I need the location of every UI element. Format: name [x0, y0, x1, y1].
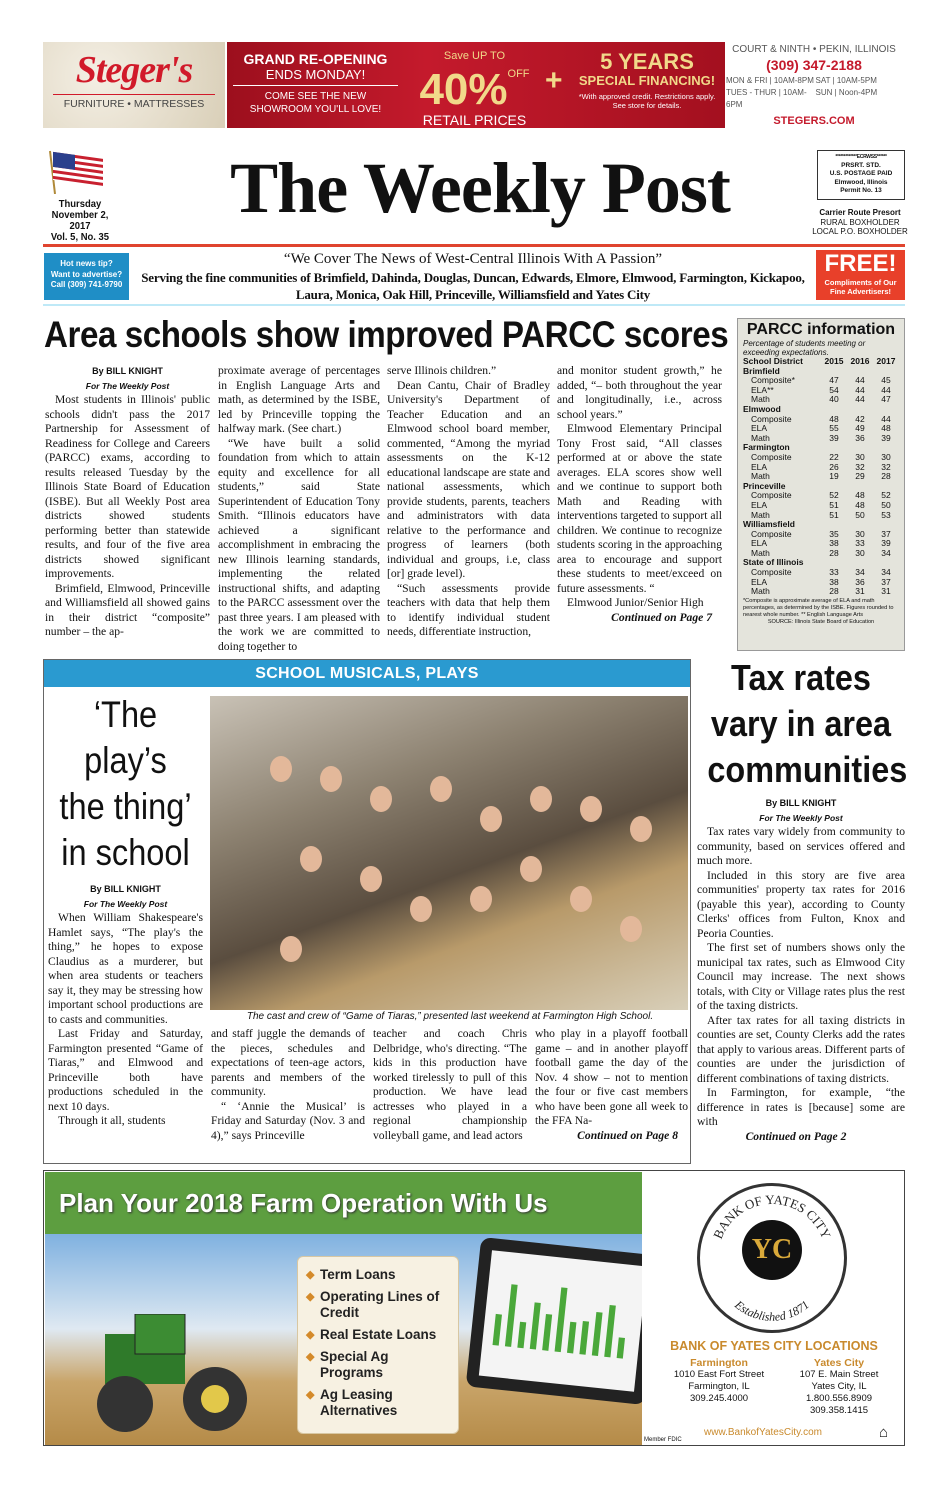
postage-indicia [817, 150, 905, 200]
paragraph: Brimfield, Elmwood, Princeville and Williamsfield all showed gains in their district “composite” number – the ap- [45, 581, 210, 638]
paragraph: The first set of numbers shows only the municipal tax rates, such as Elmwood City Council may increase. The next shows totals, with City or Village rates plus the rest of the taxing districts. [697, 941, 905, 1012]
parcc-box-title: PARCC information [746, 321, 896, 338]
tractor-image [65, 1314, 265, 1434]
score-cell: 37 [881, 528, 891, 539]
column-header: 2016 [850, 356, 870, 366]
svg-text:Established 1871 [731, 1297, 811, 1324]
bank-info [644, 1171, 904, 1447]
member-fdic: Member FDIC [644, 1437, 682, 1443]
paragraph: Elmwood Elementary Principal Tony Frost said, “All classes performed at or above the state averages. ELA scores show well and we continue to support both Math and Reading with interventions targeted to support all children. We continue to recognize students scoring in the approaching area to encourage and support these students to meet/exceed on future assessments. “ [557, 422, 722, 595]
postal-line: U.S. POSTAGE PAID [829, 170, 893, 177]
paragraph: When William Shakespeare's Hamlet says, “The play's the thing,” he hopes to expose Claudius as a murderer, but when area students or teachers say it, they may be stressing how important school productions are to casts and communities. [48, 911, 203, 1026]
subject-cell: ELA** [751, 384, 774, 395]
branch-farmington [664, 1357, 774, 1405]
score-cell: 31 [855, 586, 865, 597]
locations-title: BANK OF YATES CITY LOCATIONS [670, 1339, 878, 1353]
issue-volume: Vol. 5, No. 35 [50, 231, 110, 243]
local-boxholder: LOCAL P.O. BOXHOLDER [812, 227, 908, 236]
store-address: COURT & NINTH • PEKIN, ILLINOIS [732, 44, 896, 55]
sale-banner [227, 42, 725, 128]
rural-boxholder: RURAL BOXHOLDER [820, 217, 900, 227]
paragraph: In Farmington, for example, “the difference in rates is [because] some are with [697, 1086, 905, 1128]
score-cell: 52 [829, 490, 839, 501]
branch-name: Farmington [690, 1357, 748, 1369]
paragraph: Tax rates vary widely from community to community, based on services offered and much more. [697, 825, 905, 867]
branch-phone: 1.800.556.8909 [805, 1393, 873, 1404]
parcc-headline: Area schools show improved PARCC scores [44, 314, 729, 355]
district-name: Elmwood [743, 403, 781, 414]
service-item: ◆ Ag Leasing Alternatives [306, 1387, 450, 1419]
score-cell: 32 [881, 461, 891, 472]
grand-reopening: GRAND RE-OPENING [243, 51, 388, 67]
paragraph: “ ‘Annie the Musical’ is Friday and Saturday (Nov. 3 and 4),” says Princeville [211, 1099, 365, 1142]
tip-phone: Call (309) 741-9790 [50, 280, 123, 289]
tagline: “We Cover The News of West-Central Illinois With A Passion” [283, 251, 663, 267]
bank-website-link[interactable]: www.BankofYatesCity.com [704, 1427, 823, 1438]
paragraph: and monitor student growth,” he added, “– both throughout the year and longitudinally, i.e., across school years.” [557, 364, 722, 421]
subject-cell: ELA [751, 499, 768, 510]
subject-cell: Composite [751, 451, 792, 462]
farm-image [45, 1234, 642, 1445]
issue-day: Thursday [58, 198, 102, 210]
parcc-footnote: *Composite is approximate average of ELA and math percentages, as determined by the ISBE. Figures rounded to nearest whole number. ** English Language Arts [743, 597, 894, 618]
photo-caption: The cast and crew of “Game of Tiaras,” presented last weekend at Farmington High School. [246, 1011, 654, 1022]
tip-line: Hot news tip? [60, 259, 113, 268]
byline-affiliation: For The Weekly Post [83, 898, 168, 909]
score-cell: 28 [829, 586, 839, 597]
paragraph: Last Friday and Saturday, Farmington presented “Game of Tiaras,” and Elmwood and Princeville both have productions scheduled in the next 10 days. [48, 1027, 203, 1113]
paragraph: Most students in Illinois' public schools didn't pass the 2017 Partnership for Assessment of Readiness for College and Careers (PARCC) exams, according to results released Tuesday by the Illinois State Board of Education (ISBE). But all Weekly Post area districts showed students performing better than statewide results, and four of the five area districts showed significant improvements. [45, 393, 210, 580]
score-cell: 51 [829, 499, 839, 510]
district-name: Brimfield [743, 365, 780, 376]
parcc-table [743, 357, 899, 597]
byline: By BILL KNIGHT [90, 884, 161, 894]
credit-note: *With approved credit. Restrictions apply. See store for details. [578, 92, 716, 110]
branch-line: 107 E. Main Street [799, 1369, 879, 1380]
hours-sat: SAT | 10AM-5PM [815, 76, 877, 85]
score-cell: 47 [881, 394, 891, 405]
branch-phone: 309.358.1415 [809, 1405, 869, 1416]
score-cell: 34 [855, 567, 865, 578]
musicals-column-3 [373, 1027, 527, 1154]
score-cell: 54 [829, 384, 839, 395]
store-phone: (309) 347-2188 [766, 57, 862, 73]
subject-cell: Composite* [751, 375, 795, 386]
postal-line: Elmwood, Illinois [834, 178, 888, 186]
byline-affiliation: For The Weekly Post [759, 812, 843, 823]
score-cell: 28 [881, 471, 891, 482]
score-cell: 53 [881, 509, 891, 520]
branch-phone: 309.245.4000 [689, 1393, 749, 1404]
score-cell: 29 [855, 471, 865, 482]
parcc-column-2 [218, 364, 380, 652]
ad-headline: Plan Your 2018 Farm Operation With Us [45, 1172, 642, 1234]
tax-column [697, 796, 905, 1162]
subject-cell: Composite [751, 413, 792, 424]
subject-cell: Math [751, 471, 770, 482]
postal-line: PRSRT. STD. [841, 161, 881, 169]
score-cell: 39 [881, 538, 891, 549]
postal-line: Permit No. 13 [840, 187, 882, 194]
branch-yates-city [784, 1357, 894, 1417]
subject-cell: Math [751, 547, 770, 558]
score-cell: 48 [881, 423, 891, 434]
hours-sun: SUN | Noon-4PM [815, 88, 878, 97]
score-cell: 45 [881, 375, 891, 386]
loan-services-list [297, 1256, 459, 1434]
free-label: FREE! [824, 250, 897, 277]
paragraph: “Such assessments provide teachers with data that help them to identify individual student needs, differentiate instruction, [387, 581, 550, 638]
paragraph: After tax rates for all taxing districts in counties are set, County Clerks add the rates that apply to various areas. Different parts of counties are under the jurisdiction of different combinations of taxing districts. [697, 1013, 905, 1085]
off-text: OFF [507, 68, 530, 80]
subject-cell: Math [751, 432, 770, 443]
paragraph: Dean Cantu, Chair of Bradley University's Department of Teacher Education and an Elmwood school board member, commented, “Among the myriad assessments on the K-12 educational landscape are state and national assessments, which provide students, parents, teachers and administrators with data relative to the performance and progress of learners (both individual and groups, i.e, class [or] grade level). [387, 378, 550, 580]
subject-cell: Math [751, 509, 770, 520]
score-cell: 37 [881, 576, 891, 587]
score-cell: 30 [855, 528, 865, 539]
score-cell: 30 [881, 451, 891, 462]
musicals-column-1 [48, 882, 203, 1154]
stegers-logo-panel [43, 42, 225, 128]
subject-cell: ELA [751, 461, 768, 472]
cast-photo [210, 696, 688, 1010]
percent-off: 40% [419, 65, 508, 114]
tax-headline: Tax rates vary in area communities [707, 657, 908, 790]
svg-text:BANK OF YATES CITY [710, 1192, 834, 1242]
divider [43, 304, 905, 306]
table-row [743, 587, 899, 597]
score-cell: 22 [829, 451, 839, 462]
carrier-info [812, 208, 908, 237]
score-cell: 49 [855, 423, 865, 434]
divider [43, 244, 905, 247]
stegers-subtitle: FURNITURE • MATTRESSES [53, 94, 215, 110]
subject-cell: Composite [751, 567, 792, 578]
news-tip-box [44, 253, 129, 300]
parcc-column-4 [557, 364, 722, 652]
parcc-box-subtitle: Percentage of students meeting or exceeding expectations. [743, 339, 866, 357]
score-cell: 44 [855, 394, 865, 405]
score-cell: 32 [855, 461, 865, 472]
score-cell: 28 [829, 547, 839, 558]
district-name: Williamsfield [743, 519, 795, 530]
score-cell: 34 [881, 567, 891, 578]
score-cell: 50 [855, 509, 865, 520]
score-cell: 47 [829, 375, 839, 386]
paragraph: “We have built a solid foundation from which to attain equity and excellence for all students,” said State Superintendent of Education Tony Smith. “Illinois educators have achieved a significant accomplishment in embracing the new Illinois learning standards, implementing the related instructional shifts, and adapting to the PARCC assessment over the past three years. I am pleased with the work we are committed to doing together to [218, 436, 380, 652]
score-cell: 33 [829, 567, 839, 578]
parcc-column-1 [45, 364, 210, 652]
score-cell: 40 [829, 394, 839, 405]
score-cell: 30 [855, 547, 865, 558]
musicals-column-2 [211, 1027, 365, 1154]
service-item: ◆ Special Ag Programs [306, 1349, 450, 1381]
score-cell: 50 [881, 499, 891, 510]
tip-line: Want to advertise? [50, 269, 123, 279]
score-cell: 39 [829, 432, 839, 443]
paragraph: Included in this story are five area communities' property tax rates for 2016 (payable this year), according to County Clerks' offices from Fulton, Knox and Peoria Counties. [697, 868, 905, 940]
parcc-source: SOURCE: Illinois State Board of Education [767, 618, 875, 625]
score-cell: 48 [855, 490, 865, 501]
score-cell: 38 [829, 576, 839, 587]
serving-communities: Serving the fine communities of Brimfield, Dahinda, Douglas, Duncan, Edwards, Elmore, Elmwood, Farmington, Kickapoo, Laura, Monica, Oak Hill, Princeville, Williamsfield and Yates City [141, 270, 805, 302]
service-item: ◆ Term Loans [306, 1267, 450, 1283]
issue-date: November 2, 2017 [51, 209, 109, 232]
score-cell: 44 [855, 384, 865, 395]
store-info [723, 44, 905, 127]
plus-sign: + [545, 64, 563, 97]
score-cell: 44 [855, 375, 865, 386]
store-website-link[interactable]: STEGERS.COM [773, 115, 855, 127]
paragraph: Through it all, students [58, 1114, 166, 1127]
free-badge [816, 250, 905, 300]
issue-info [48, 199, 113, 243]
score-cell: 30 [855, 451, 865, 462]
branch-line: Farmington, IL [688, 1381, 750, 1392]
section-header: SCHOOL MUSICALS, PLAYS [44, 660, 690, 687]
score-cell: 34 [881, 547, 891, 558]
bank-advertisement[interactable] [43, 1170, 905, 1446]
newspaper-title: The Weekly Post [230, 148, 730, 228]
service-item: ◆ Operating Lines of Credit [306, 1289, 450, 1321]
subject-cell: ELA [751, 538, 768, 549]
bank-seal-logo [697, 1183, 847, 1333]
tagline-block [134, 250, 812, 303]
musicals-column-4 [535, 1027, 688, 1154]
tablet-bar-chart-icon [479, 1250, 642, 1392]
paragraph: serve Illinois children.” [387, 364, 497, 377]
continued-link[interactable]: Continued on Page 2 [745, 1129, 847, 1143]
score-cell: 52 [881, 490, 891, 501]
ends-monday: ENDS MONDAY! [233, 67, 398, 86]
stegers-logo: Steger's [75, 49, 193, 91]
hours-tue-thu: TUES - THUR | 10AM-6PM [726, 88, 807, 109]
service-item: ◆ Real Estate Loans [306, 1327, 450, 1343]
score-cell: 19 [829, 471, 839, 482]
score-cell: 35 [829, 528, 839, 539]
special-financing: SPECIAL FINANCING! [578, 73, 716, 88]
tablet-image [466, 1237, 642, 1405]
score-cell: 55 [829, 423, 839, 434]
parcc-info-box [737, 318, 905, 651]
save-text: Save UP TO [443, 50, 506, 62]
subject-cell: Composite [751, 490, 792, 501]
come-see-text: COME SEE THE NEW SHOWROOM YOU'LL LOVE! [249, 91, 382, 115]
subject-cell: Composite [751, 528, 792, 539]
score-cell: 48 [855, 499, 865, 510]
musicals-headline: ‘The play’s the thing’ in school [59, 694, 192, 873]
score-cell: 33 [855, 538, 865, 549]
equal-housing-icon: ⌂ [879, 1424, 889, 1441]
score-cell: 39 [881, 432, 891, 443]
parcc-column-3 [387, 364, 550, 652]
postal-line: *************ECRWSS****** [835, 154, 887, 160]
district-name: Farmington [743, 442, 790, 453]
branch-line: 1010 East Fort Street [673, 1369, 765, 1380]
score-cell: 38 [829, 538, 839, 549]
byline-affiliation: For The Weekly Post [85, 380, 170, 391]
score-cell: 51 [829, 509, 839, 520]
branch-line: Yates City, IL [811, 1381, 867, 1392]
continued-link[interactable]: Continued on Page 8 [577, 1128, 678, 1142]
stegers-advertisement[interactable] [43, 42, 905, 128]
column-header: 2017 [876, 356, 896, 366]
compliments-text: Compliments of Our Fine Advertisers! [824, 278, 897, 296]
hours-mon-fri: MON & FRI | 10AM-8PM [726, 76, 814, 85]
district-name: State of Illinois [743, 557, 804, 568]
column-header: School District [743, 356, 803, 366]
american-flag-icon [47, 149, 107, 194]
score-cell: 42 [855, 413, 865, 424]
score-cell: 48 [829, 413, 839, 424]
score-cell: 26 [829, 461, 839, 472]
seal-established: Established 1871 [732, 1297, 812, 1324]
paragraph: proximate average of percentages in English Language Arts and math, as determined by the ISBE, led by Princeville topping the halfway mark. (See chart.) [218, 364, 380, 435]
paragraph: who play in a playoff football game – and in another playoff football game the day of the Nov. 4 show – not to mention the four or five cast members who have been gone all week to the FFA Na- [535, 1027, 688, 1127]
subject-cell: ELA [751, 576, 768, 587]
score-cell: 31 [881, 586, 891, 597]
byline: By BILL KNIGHT [765, 798, 837, 808]
carrier-route: Carrier Route Presort [819, 208, 901, 217]
subject-cell: Math [751, 586, 770, 597]
subject-cell: Math [751, 394, 770, 405]
score-cell: 36 [855, 576, 865, 587]
paragraph: teacher and coach Chris Delbridge, who's directing. “The kids in this production have worked tirelessly to pull of this production. We have lead actresses who played in a regional championship volleyball game, and lead actors [373, 1027, 527, 1142]
retail-prices: RETAIL PRICES [422, 112, 527, 128]
byline: By BILL KNIGHT [92, 366, 163, 376]
district-name: Princeville [743, 480, 786, 491]
continued-link[interactable]: Continued on Page 7 [611, 610, 712, 624]
branch-name: Yates City [813, 1357, 865, 1369]
subject-cell: ELA [751, 423, 768, 434]
seal-text: BANK OF YATES CITY [710, 1191, 834, 1241]
column-header: 2015 [824, 356, 844, 366]
seal-monogram: YC [742, 1220, 802, 1280]
score-cell: 36 [855, 432, 865, 443]
score-cell: 44 [881, 413, 891, 424]
paragraph: and staff juggle the demands of the pieces, schedules and expectations of teen-age actors, parents and members of the community. [211, 1027, 365, 1098]
paragraph: Elmwood Junior/Senior High [567, 596, 704, 609]
score-cell: 44 [881, 384, 891, 395]
five-years: 5 YEARS [600, 49, 694, 74]
